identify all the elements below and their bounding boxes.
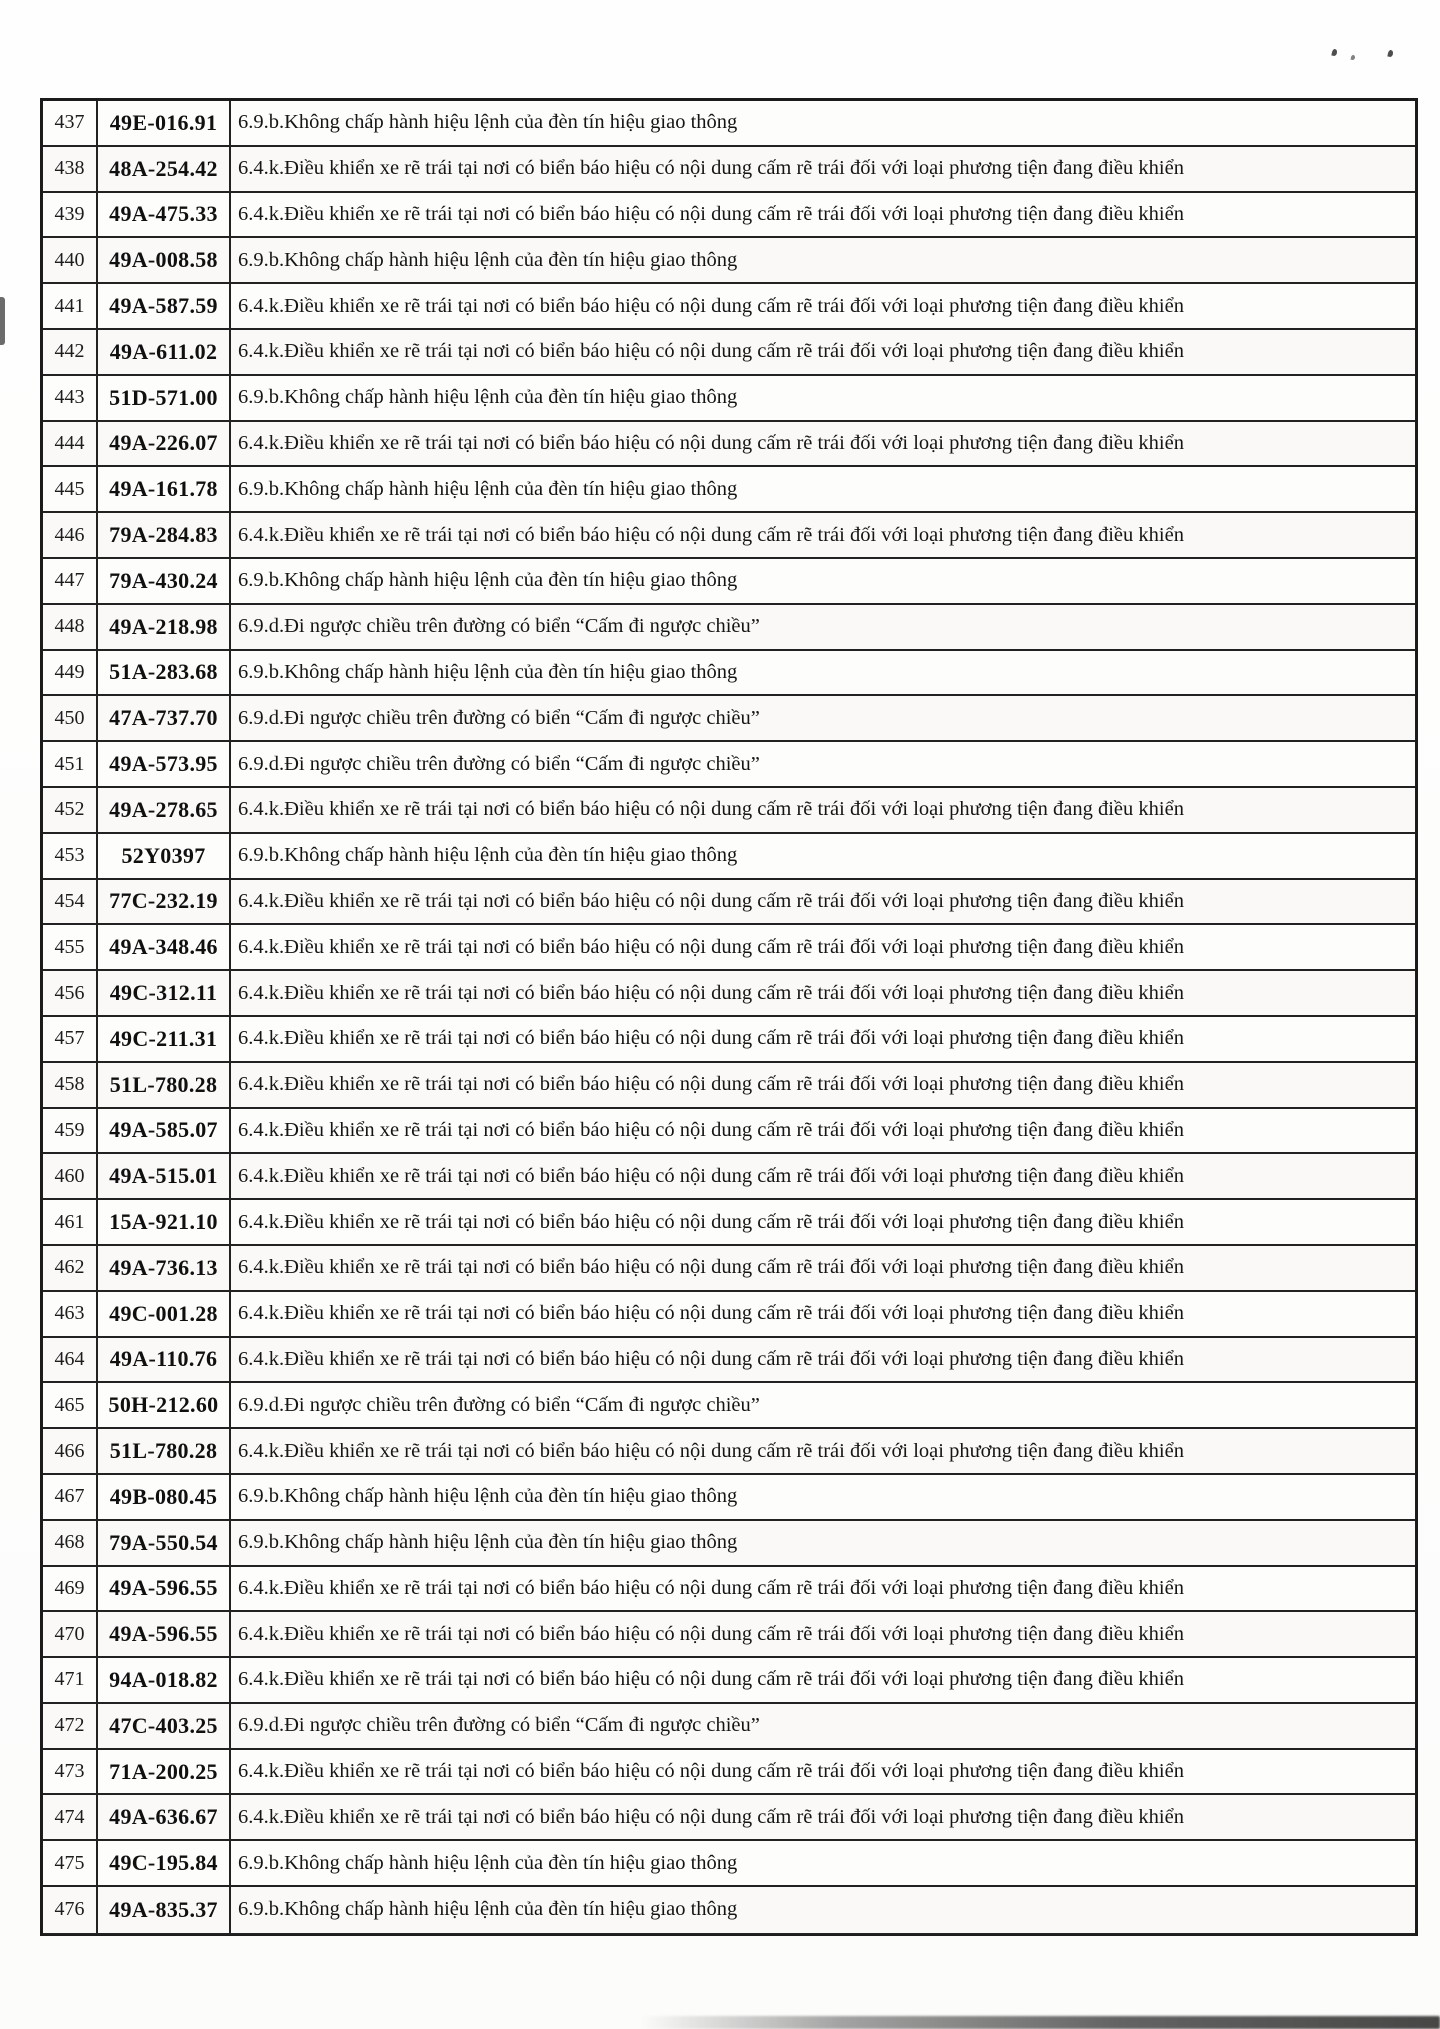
plate-cell: 71A-200.25 [98,1750,231,1794]
plate-cell: 49C-312.11 [98,971,231,1015]
violation-cell: 6.9.d.Đi ngược chiều trên đường có biển “Cấm đi ngược chiều” [238,615,760,638]
plate-cell: 49C-195.84 [98,1841,231,1885]
table-row [43,971,1415,1017]
violation-cell: 6.4.k.Điều khiển xe rẽ trái tại nơi có biển báo hiệu có nội dung cấm rẽ trái đối với loại phương tiện đang điều khiển [238,1760,1184,1783]
violation-cell: 6.4.k.Điều khiển xe rẽ trái tại nơi có biển báo hiệu có nội dung cấm rẽ trái đối với loại phương tiện đang điều khiển [238,157,1184,180]
row-number-cell: 460 [43,1154,98,1198]
plate-cell: 49A-611.02 [98,330,231,374]
violation-cell: 6.9.d.Đi ngược chiều trên đường có biển “Cấm đi ngược chiều” [238,752,760,775]
table-row [43,193,1415,239]
violation-cell: 6.4.k.Điều khiển xe rẽ trái tại nơi có biển báo hiệu có nội dung cấm rẽ trái đối với loại phương tiện đang điều khiển [238,1118,1184,1141]
plate-cell: 49A-573.95 [98,742,231,786]
row-number-cell: 474 [43,1795,98,1839]
table-row [43,513,1415,559]
row-number-cell: 471 [43,1658,98,1702]
scan-speck-icon [1331,49,1337,57]
plate-cell: 49A-585.07 [98,1109,231,1153]
row-number-cell: 441 [43,284,98,328]
plate-cell: 49A-278.65 [98,788,231,832]
violation-cell: 6.4.k.Điều khiển xe rẽ trái tại nơi có biển báo hiệu có nội dung cấm rẽ trái đối với loại phương tiện đang điều khiển [238,1073,1184,1096]
row-number-cell: 456 [43,971,98,1015]
plate-cell: 49A-218.98 [98,605,231,649]
plate-cell: 79A-550.54 [98,1521,231,1565]
table-row [43,605,1415,651]
plate-cell: 49C-001.28 [98,1292,231,1336]
table-row [43,1567,1415,1613]
violation-cell: 6.4.k.Điều khiển xe rẽ trái tại nơi có biển báo hiệu có nội dung cấm rẽ trái đối với loại phương tiện đang điều khiển [238,889,1184,912]
violation-cell: 6.9.b.Không chấp hành hiệu lệnh của đèn tín hiệu giao thông [238,660,738,683]
violation-cell: 6.4.k.Điều khiển xe rẽ trái tại nơi có biển báo hiệu có nội dung cấm rẽ trái đối với loại phương tiện đang điều khiển [238,1027,1184,1050]
plate-cell: 49A-226.07 [98,422,231,466]
plate-cell: 49A-587.59 [98,284,231,328]
table-row [43,376,1415,422]
violation-cell: 6.4.k.Điều khiển xe rẽ trái tại nơi có biển báo hiệu có nội dung cấm rẽ trái đối với loại phương tiện đang điều khiển [238,1302,1184,1325]
violation-cell: 6.4.k.Điều khiển xe rẽ trái tại nơi có biển báo hiệu có nội dung cấm rẽ trái đối với loại phương tiện đang điều khiển [238,1576,1184,1599]
table-row [43,330,1415,376]
plate-cell: 47A-737.70 [98,696,231,740]
table-row [43,1795,1415,1841]
table-row [43,788,1415,834]
row-number-cell: 459 [43,1109,98,1153]
violation-cell: 6.9.d.Đi ngược chiều trên đường có biển “Cấm đi ngược chiều” [238,1393,760,1416]
row-number-cell: 457 [43,1017,98,1061]
row-number-cell: 438 [43,147,98,191]
row-number-cell: 465 [43,1383,98,1427]
row-number-cell: 448 [43,605,98,649]
violation-cell: 6.9.b.Không chấp hành hiệu lệnh của đèn tín hiệu giao thông [238,844,738,867]
table-row [43,1704,1415,1750]
row-number-cell: 458 [43,1063,98,1107]
violation-table [40,98,1418,1936]
plate-cell: 49A-348.46 [98,925,231,969]
table-row [43,147,1415,193]
table-row [43,880,1415,926]
plate-cell: 77C-232.19 [98,880,231,924]
plate-cell: 49B-080.45 [98,1475,231,1519]
violation-cell: 6.4.k.Điều khiển xe rẽ trái tại nơi có biển báo hiệu có nội dung cấm rẽ trái đối với loại phương tiện đang điều khiển [238,431,1184,454]
violation-cell: 6.9.b.Không chấp hành hiệu lệnh của đèn tín hiệu giao thông [238,477,738,500]
violation-cell: 6.9.b.Không chấp hành hiệu lệnh của đèn tín hiệu giao thông [238,1851,738,1874]
row-number-cell: 472 [43,1704,98,1748]
table-row [43,1887,1415,1933]
plate-cell: 49A-596.55 [98,1567,231,1611]
scan-speck-icon [1351,55,1356,61]
violation-cell: 6.9.b.Không chấp hành hiệu lệnh của đèn tín hiệu giao thông [238,111,738,134]
plate-cell: 49A-161.78 [98,467,231,511]
plate-cell: 50H-212.60 [98,1383,231,1427]
table-row [43,1017,1415,1063]
plate-cell: 51D-571.00 [98,376,231,420]
row-number-cell: 466 [43,1429,98,1473]
row-number-cell: 473 [43,1750,98,1794]
plate-cell: 51L-780.28 [98,1429,231,1473]
row-number-cell: 475 [43,1841,98,1885]
table-row [43,651,1415,697]
table-row [43,1750,1415,1796]
row-number-cell: 464 [43,1338,98,1382]
plate-cell: 49A-008.58 [98,238,231,282]
table-row [43,101,1415,147]
violation-cell: 6.4.k.Điều khiển xe rẽ trái tại nơi có biển báo hiệu có nội dung cấm rẽ trái đối với loại phương tiện đang điều khiển [238,294,1184,317]
violation-cell: 6.4.k.Điều khiển xe rẽ trái tại nơi có biển báo hiệu có nội dung cấm rẽ trái đối với loại phương tiện đang điều khiển [238,798,1184,821]
violation-cell: 6.4.k.Điều khiển xe rẽ trái tại nơi có biển báo hiệu có nội dung cấm rẽ trái đối với loại phương tiện đang điều khiển [238,1347,1184,1370]
plate-cell: 52Y0397 [98,834,231,878]
plate-cell: 49E-016.91 [98,101,231,145]
row-number-cell: 437 [43,101,98,145]
plate-cell: 49C-211.31 [98,1017,231,1061]
table-row [43,742,1415,788]
table-row [43,696,1415,742]
plate-cell: 49A-736.13 [98,1246,231,1290]
table-row [43,422,1415,468]
table-row [43,1658,1415,1704]
table-row [43,1292,1415,1338]
plate-cell: 49A-596.55 [98,1612,231,1656]
violation-cell: 6.9.b.Không chấp hành hiệu lệnh của đèn tín hiệu giao thông [238,1485,738,1508]
violation-cell: 6.9.b.Không chấp hành hiệu lệnh của đèn tín hiệu giao thông [238,569,738,592]
row-number-cell: 470 [43,1612,98,1656]
violation-cell: 6.4.k.Điều khiển xe rẽ trái tại nơi có biển báo hiệu có nội dung cấm rẽ trái đối với loại phương tiện đang điều khiển [238,1622,1184,1645]
violation-cell: 6.9.d.Đi ngược chiều trên đường có biển “Cấm đi ngược chiều” [238,1714,760,1737]
violation-cell: 6.4.k.Điều khiển xe rẽ trái tại nơi có biển báo hiệu có nội dung cấm rẽ trái đối với loại phương tiện đang điều khiển [238,1805,1184,1828]
plate-cell: 51L-780.28 [98,1063,231,1107]
plate-cell: 49A-110.76 [98,1338,231,1382]
row-number-cell: 463 [43,1292,98,1336]
table-row [43,467,1415,513]
table-row [43,1841,1415,1887]
table-row [43,1612,1415,1658]
row-number-cell: 452 [43,788,98,832]
table-row [43,1200,1415,1246]
scan-bottom-smudge [640,2016,1440,2029]
violation-cell: 6.4.k.Điều khiển xe rẽ trái tại nơi có biển báo hiệu có nội dung cấm rẽ trái đối với loại phương tiện đang điều khiển [238,1439,1184,1462]
violation-cell: 6.9.b.Không chấp hành hiệu lệnh của đèn tín hiệu giao thông [238,386,738,409]
table-row [43,284,1415,330]
row-number-cell: 445 [43,467,98,511]
row-number-cell: 469 [43,1567,98,1611]
violation-cell: 6.4.k.Điều khiển xe rẽ trái tại nơi có biển báo hiệu có nội dung cấm rẽ trái đối với loại phương tiện đang điều khiển [238,340,1184,363]
table-row [43,1063,1415,1109]
row-number-cell: 440 [43,238,98,282]
table-row [43,238,1415,284]
table-row [43,1429,1415,1475]
plate-cell: 47C-403.25 [98,1704,231,1748]
violation-cell: 6.9.b.Không chấp hành hiệu lệnh của đèn tín hiệu giao thông [238,1531,738,1554]
plate-cell: 49A-515.01 [98,1154,231,1198]
row-number-cell: 451 [43,742,98,786]
violation-cell: 6.4.k.Điều khiển xe rẽ trái tại nơi có biển báo hiệu có nội dung cấm rẽ trái đối với loại phương tiện đang điều khiển [238,523,1184,546]
violation-cell: 6.9.b.Không chấp hành hiệu lệnh của đèn tín hiệu giao thông [238,1898,738,1921]
row-number-cell: 476 [43,1887,98,1933]
plate-cell: 49A-835.37 [98,1887,231,1933]
row-number-cell: 455 [43,925,98,969]
plate-cell: 49A-636.67 [98,1795,231,1839]
violation-cell: 6.4.k.Điều khiển xe rẽ trái tại nơi có biển báo hiệu có nội dung cấm rẽ trái đối với loại phương tiện đang điều khiển [238,935,1184,958]
row-number-cell: 439 [43,193,98,237]
violation-cell: 6.4.k.Điều khiển xe rẽ trái tại nơi có biển báo hiệu có nội dung cấm rẽ trái đối với loại phương tiện đang điều khiển [238,981,1184,1004]
violation-cell: 6.4.k.Điều khiển xe rẽ trái tại nơi có biển báo hiệu có nội dung cấm rẽ trái đối với loại phương tiện đang điều khiển [238,1210,1184,1233]
table-row [43,1109,1415,1155]
plate-cell: 49A-475.33 [98,193,231,237]
plate-cell: 48A-254.42 [98,147,231,191]
row-number-cell: 450 [43,696,98,740]
row-number-cell: 467 [43,1475,98,1519]
violation-cell: 6.4.k.Điều khiển xe rẽ trái tại nơi có biển báo hiệu có nội dung cấm rẽ trái đối với loại phương tiện đang điều khiển [238,1256,1184,1279]
scan-edge-mark [0,297,5,345]
plate-cell: 79A-284.83 [98,513,231,557]
row-number-cell: 468 [43,1521,98,1565]
table-row [43,559,1415,605]
row-number-cell: 462 [43,1246,98,1290]
plate-cell: 51A-283.68 [98,651,231,695]
row-number-cell: 454 [43,880,98,924]
table-row [43,1338,1415,1384]
row-number-cell: 442 [43,330,98,374]
violation-cell: 6.9.d.Đi ngược chiều trên đường có biển “Cấm đi ngược chiều” [238,706,760,729]
plate-cell: 94A-018.82 [98,1658,231,1702]
plate-cell: 79A-430.24 [98,559,231,603]
violation-cell: 6.4.k.Điều khiển xe rẽ trái tại nơi có biển báo hiệu có nội dung cấm rẽ trái đối với loại phương tiện đang điều khiển [238,1668,1184,1691]
row-number-cell: 449 [43,651,98,695]
table-row [43,834,1415,880]
plate-cell: 15A-921.10 [98,1200,231,1244]
row-number-cell: 453 [43,834,98,878]
table-row [43,1383,1415,1429]
row-number-cell: 444 [43,422,98,466]
violation-cell: 6.9.b.Không chấp hành hiệu lệnh của đèn tín hiệu giao thông [238,248,738,271]
table-row [43,1521,1415,1567]
row-number-cell: 461 [43,1200,98,1244]
violation-cell: 6.4.k.Điều khiển xe rẽ trái tại nơi có biển báo hiệu có nội dung cấm rẽ trái đối với loại phương tiện đang điều khiển [238,1164,1184,1187]
scan-speck-icon [1387,50,1393,58]
table-row [43,1154,1415,1200]
row-number-cell: 443 [43,376,98,420]
table-row [43,1475,1415,1521]
table-row [43,925,1415,971]
row-number-cell: 446 [43,513,98,557]
table-row [43,1246,1415,1292]
violation-cell: 6.4.k.Điều khiển xe rẽ trái tại nơi có biển báo hiệu có nội dung cấm rẽ trái đối với loại phương tiện đang điều khiển [238,202,1184,225]
row-number-cell: 447 [43,559,98,603]
